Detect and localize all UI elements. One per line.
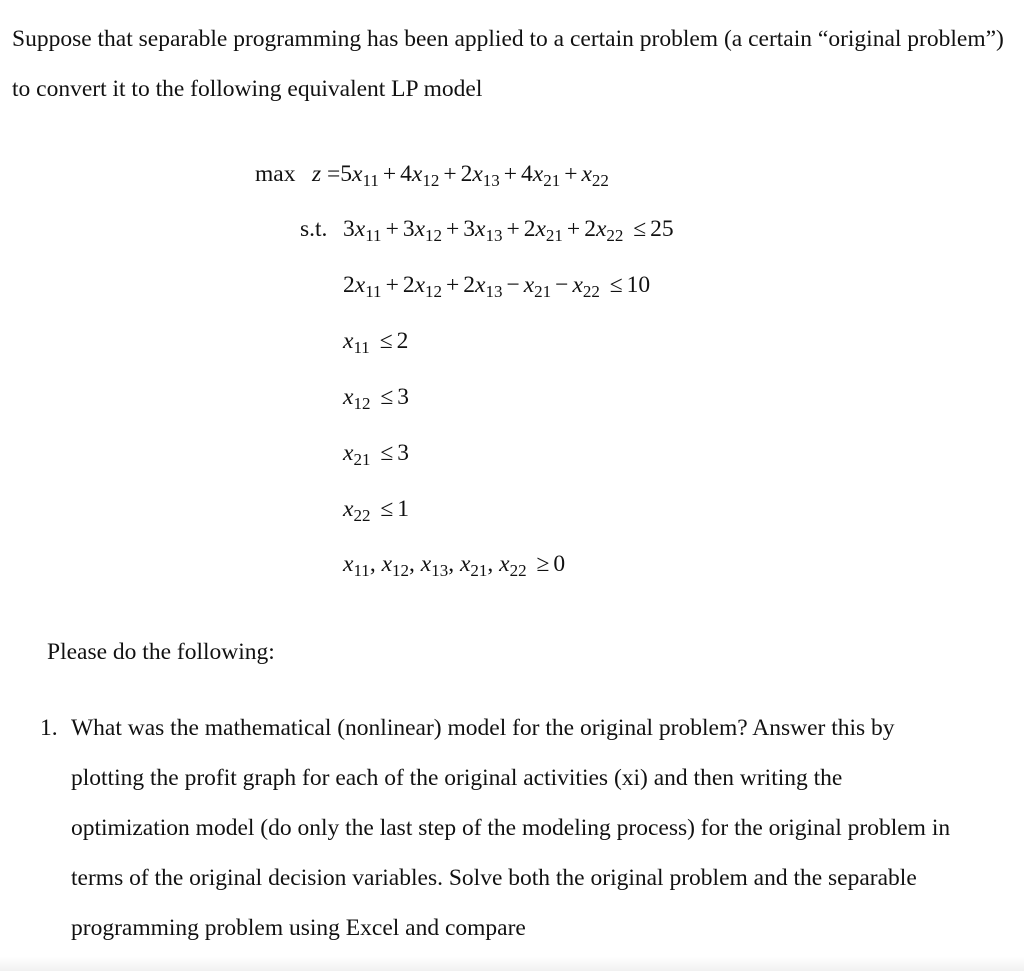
page-bottom-edge — [0, 957, 1024, 971]
constraint-2: $2x_{11} + 2x_{12} + 2x_{13} - x_{21} - x_{22} \le 10$ — [343, 272, 651, 301]
prompt-text: Please do the following: — [47, 639, 275, 665]
constraint-6: $x_{22} \le 1$ — [343, 496, 409, 525]
max-label: max — [255, 161, 296, 187]
constraint-4: $x_{12} \le 3$ — [343, 384, 409, 413]
objective-function: $z =5x_{11} + 4x_{12} + 2x_{13} + 4x_{21} + x_{22}$ — [312, 161, 609, 190]
constraint-1: $3x_{11} + 3x_{12} + 3x_{13} + 2x_{21} + 2x_{22} \le 25$ — [343, 216, 674, 245]
task-text: What was the mathematical (nonlinear) model for the original problem? Answer this by plotting the profit graph for each of the original activities (xi) and then writing the optimization model (do only the last step of the modeling process) for the original problem in terms of the original decision variables. Solve both the original problem and the separable programming problem using Excel and compare — [71, 715, 951, 941]
nonnegativity-constraint: $x_{11}$, $x_{12}$, $x_{13}$, $x_{21}$, $x_{22} \ge 0$ — [343, 551, 566, 580]
intro-paragraph: Suppose that separable programming has been applied to a certain problem (a certain “original problem”) to convert it to the following equivalent LP model — [12, 26, 1004, 102]
subject-to-label: s.t. — [300, 216, 328, 242]
constraint-3: $x_{11} \le 2$ — [343, 328, 409, 357]
constraint-5: $x_{21} \le 3$ — [343, 440, 409, 469]
task-item-1 — [40, 703, 960, 953]
task-number: 1. — [40, 715, 58, 741]
